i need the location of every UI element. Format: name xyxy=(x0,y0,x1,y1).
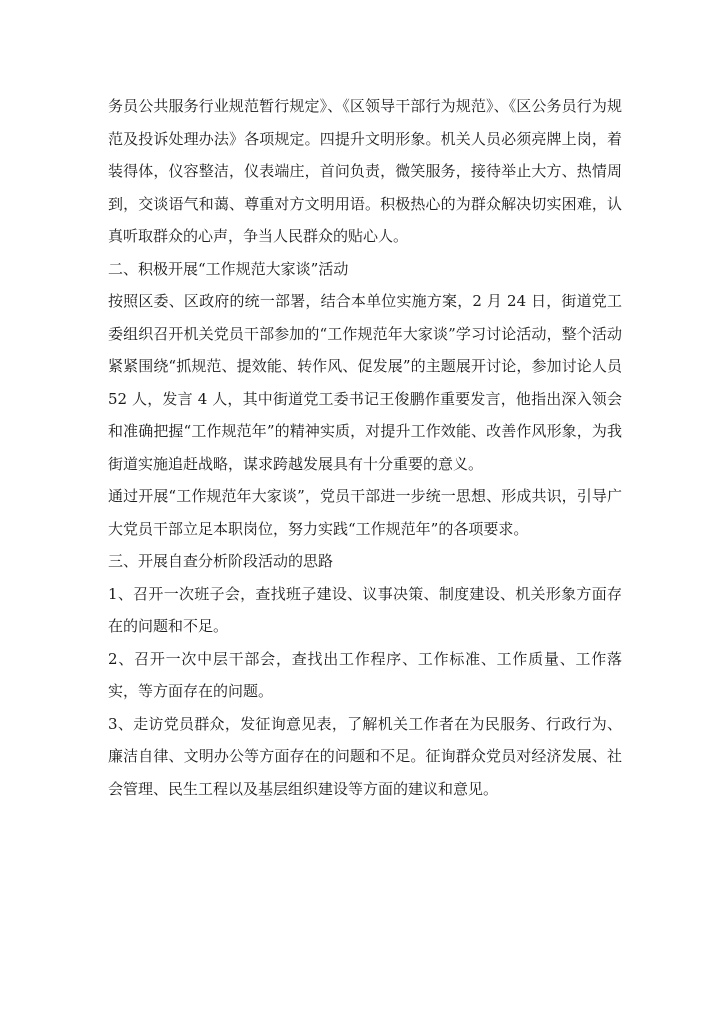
list-item-3: 3、走访党员群众，发征询意见表，了解机关工作者在为民服务、行政行为、廉洁自律、文明办公等方面存在的问题和不足。征询群众党员对经济发展、社会管理、民生工程以及基层组织建设等方面的建议和意见。 xyxy=(108,714,622,798)
document-body xyxy=(108,90,622,805)
paragraph-intro: 务员公共服务行业规范暂行规定》、《区领导干部行为规范》、《区公务员行为规范及投诉处理办法》各项规定。四提升文明形象。机关人员必须亮牌上岗，着装得体，仪容整洁，仪表端庄，首问负责，微笑服务，接待举止大方、热情周到，交谈语气和蔼、尊重对方文明用语。积极热心的为群众解决切实困难，认真听取群众的心声，争当人民群众的贴心人。 xyxy=(108,97,622,245)
list-item-1: 1、召开一次班子会，查找班子建设、议事决策、制度建设、机关形象方面存在的问题和不足。 xyxy=(108,584,622,635)
list-item-2: 2、召开一次中层干部会，查找出工作程序、工作标准、工作质量、工作落实，等方面存在的问题。 xyxy=(108,649,622,700)
section-heading-3: 三、开展自查分析阶段活动的思路 xyxy=(108,552,334,570)
section-heading-2: 二、积极开展“工作规范大家谈”活动 xyxy=(108,259,349,278)
paragraph-section-2-body: 按照区委、区政府的统一部署，结合本单位实施方案，2 月 24 日，街道党工委组织召开机关党员干部参加的“工作规范年大家谈”学习讨论活动，整个活动紧紧围绕“抓规范、提效能、转作风、促发展”的主题展开讨论，参加讨论人员 52 人，发言 4 人，其中街道党工委书记王俊鹏作重要发言，他指出深入领会和准确把握“工作规范年”的精神实质，对提升工作效能、改善作风形象，为我街道实施追赶战略，谋求跨越发展具有十分重要的意义。 xyxy=(108,292,622,473)
paragraph-section-2-summary: 通过开展“工作规范年大家谈”，党员干部进一步统一思想、形成共识，引导广大党员干部立足本职岗位，努力实践“工作规范年”的各项要求。 xyxy=(108,487,622,538)
